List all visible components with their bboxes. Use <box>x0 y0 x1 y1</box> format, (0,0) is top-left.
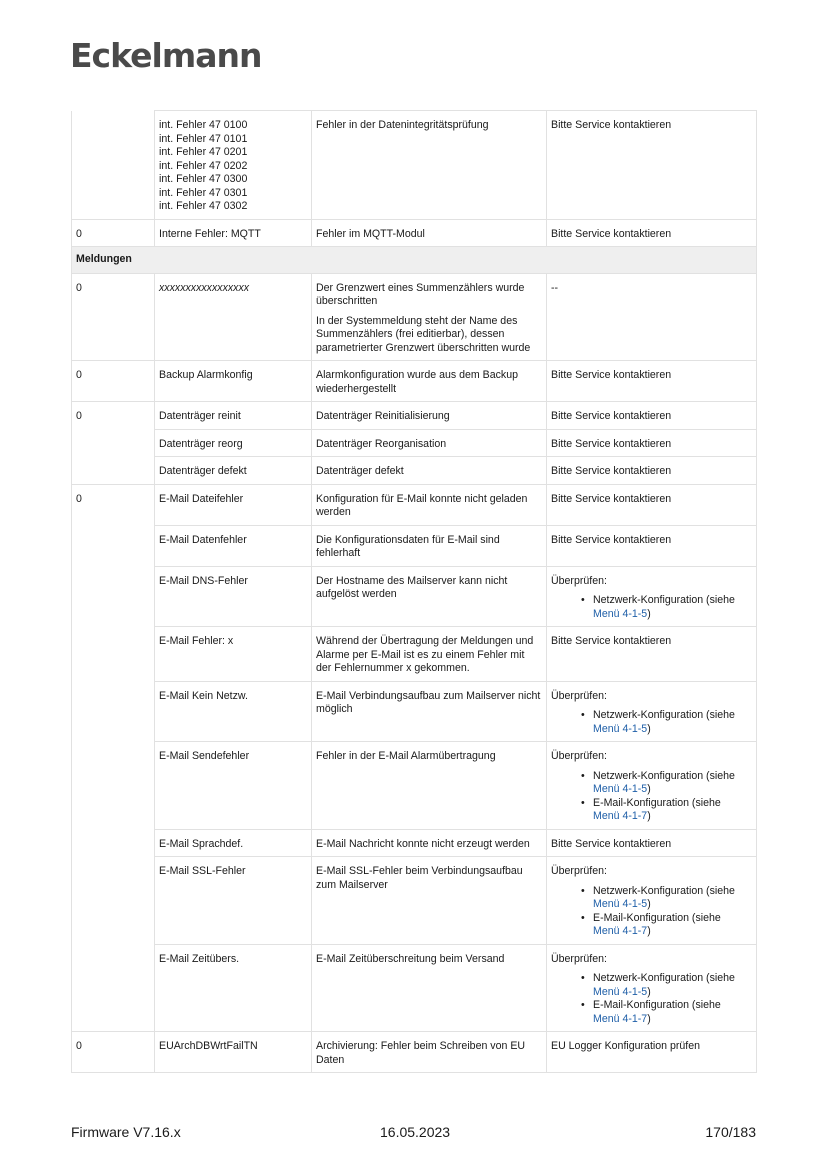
check-item-text: E-Mail-Konfiguration (siehe <box>593 911 721 924</box>
num-cell: 0 <box>72 402 155 430</box>
name-cell <box>155 111 312 220</box>
link-suffix: ) <box>647 722 651 735</box>
code-line: int. Fehler 47 0201 <box>159 146 248 158</box>
table-row <box>72 829 757 857</box>
desc-cell: Fehler in der E-Mail Alarmübertragung <box>312 742 547 830</box>
action-cell: Bitte Service kontaktieren <box>547 484 757 525</box>
check-item-text: Netzwerk-Konfiguration (siehe <box>593 709 735 721</box>
action-cell <box>547 681 757 742</box>
num-cell <box>72 566 155 627</box>
check-item <box>593 594 752 621</box>
link-suffix: ) <box>647 898 651 910</box>
table-row <box>72 857 757 945</box>
action-cell: Bitte Service kontaktieren <box>547 627 757 682</box>
name-cell: E-Mail Zeitübers. <box>155 944 312 1032</box>
num-cell: 0 <box>72 484 155 525</box>
num-cell <box>72 111 155 220</box>
menu-link[interactable]: Menü 4-1-5 <box>593 985 648 998</box>
check-item <box>593 797 752 824</box>
action-cell: Bitte Service kontaktieren <box>547 402 757 430</box>
menu-link[interactable]: Menü 4-1-5 <box>593 783 648 795</box>
action-cell: Bitte Service kontaktieren <box>547 429 757 457</box>
link-suffix: ) <box>647 607 651 620</box>
num-cell <box>72 857 155 945</box>
num-cell <box>72 525 155 566</box>
name-cell: E-Mail Datenfehler <box>155 525 312 566</box>
link-suffix: ) <box>647 925 651 937</box>
table-row <box>72 402 757 430</box>
check-item <box>593 709 752 736</box>
name-italic: xxxxxxxxxxxxxxxxx <box>159 281 250 294</box>
check-item-text: E-Mail-Konfiguration (siehe <box>593 999 721 1011</box>
desc-cell: Alarmkonfiguration wurde aus dem Backup wiederhergestellt <box>312 361 547 402</box>
eckelmann-logo: Eckelmann <box>70 36 262 75</box>
desc-cell: E-Mail Zeitüberschreitung beim Versand <box>312 944 547 1032</box>
num-cell: 0 <box>72 273 155 361</box>
link-suffix: ) <box>647 810 651 822</box>
num-cell <box>72 457 155 485</box>
name-cell <box>155 273 312 361</box>
code-line: int. Fehler 47 0202 <box>159 159 248 172</box>
check-label: Überprüfen: <box>551 750 607 762</box>
desc-cell: Datenträger defekt <box>312 457 547 485</box>
num-cell <box>72 681 155 742</box>
action-cell: -- <box>547 273 757 361</box>
desc-cell: E-Mail Verbindungsaufbau zum Mailserver nicht möglich <box>312 681 547 742</box>
num-cell <box>72 829 155 857</box>
action-cell <box>547 857 757 945</box>
table-row <box>72 273 757 361</box>
link-suffix: ) <box>647 783 651 795</box>
name-cell: E-Mail Sendefehler <box>155 742 312 830</box>
footer-firmware: Firmware V7.16.x <box>71 1124 181 1140</box>
desc-paragraph: In der Systemmeldung steht der Name des Summenzählers (frei editierbar), dessen parametrierter Grenzwert überschritten wurde <box>316 314 531 354</box>
check-item-text: E-Mail-Konfiguration (siehe <box>593 796 721 809</box>
check-label: Überprüfen: <box>551 689 607 702</box>
num-cell <box>72 429 155 457</box>
check-item <box>593 885 752 912</box>
table-row <box>72 219 757 247</box>
check-item <box>593 912 752 939</box>
action-cell: Bitte Service kontaktieren <box>547 111 757 220</box>
table-row <box>72 566 757 627</box>
action-cell <box>547 944 757 1032</box>
action-cell: Bitte Service kontaktieren <box>547 457 757 485</box>
check-item <box>593 770 752 797</box>
check-item <box>593 972 752 999</box>
num-cell <box>72 627 155 682</box>
desc-cell: Datenträger Reinitialisierung <box>312 402 547 430</box>
footer-date: 16.05.2023 <box>380 1124 451 1140</box>
table-row <box>72 361 757 402</box>
error-message-table <box>71 110 757 1073</box>
desc-cell: E-Mail Nachricht konnte nicht erzeugt werden <box>312 829 547 857</box>
check-item <box>593 999 752 1026</box>
check-item-text: Netzwerk-Konfiguration (siehe <box>593 594 735 606</box>
check-label: Überprüfen: <box>551 865 607 877</box>
code-line: int. Fehler 47 0300 <box>159 173 248 185</box>
name-cell: Datenträger defekt <box>155 457 312 485</box>
name-cell: Datenträger reorg <box>155 429 312 457</box>
action-cell: Bitte Service kontaktieren <box>547 829 757 857</box>
menu-link[interactable]: Menü 4-1-5 <box>593 722 648 735</box>
name-cell: Datenträger reinit <box>155 402 312 430</box>
num-cell: 0 <box>72 361 155 402</box>
table-row <box>72 1032 757 1073</box>
action-cell: Bitte Service kontaktieren <box>547 361 757 402</box>
desc-cell: Während der Übertragung der Meldungen und Alarme per E-Mail ist es zu einem Fehler mit der Fehlernummer x gekommen. <box>312 627 547 682</box>
desc-cell: Datenträger Reorganisation <box>312 429 547 457</box>
footer-page-number: 170/183 <box>705 1124 756 1140</box>
table-row <box>72 627 757 682</box>
num-cell <box>72 944 155 1032</box>
section-header-row <box>72 247 757 274</box>
num-cell: 0 <box>72 1032 155 1073</box>
table-row <box>72 681 757 742</box>
desc-cell: Der Hostname des Mailserver kann nicht aufgelöst werden <box>312 566 547 627</box>
name-cell: E-Mail SSL-Fehler <box>155 857 312 945</box>
table-row <box>72 111 757 220</box>
code-line: int. Fehler 47 0100 <box>159 119 248 131</box>
desc-cell: Fehler in der Datenintegritätsprüfung <box>312 111 547 220</box>
check-item-text: Netzwerk-Konfiguration (siehe <box>593 769 735 782</box>
action-cell: EU Logger Konfiguration prüfen <box>547 1032 757 1073</box>
link-suffix: ) <box>647 985 651 998</box>
action-cell <box>547 742 757 830</box>
check-item-text: Netzwerk-Konfiguration (siehe <box>593 972 735 984</box>
num-cell <box>72 742 155 830</box>
name-cell: E-Mail Fehler: x <box>155 627 312 682</box>
desc-cell <box>312 273 547 361</box>
check-list <box>551 972 752 1026</box>
action-cell: Bitte Service kontaktieren <box>547 219 757 247</box>
code-line: int. Fehler 47 0101 <box>159 132 248 145</box>
desc-cell: E-Mail SSL-Fehler beim Verbindungsaufbau zum Mailserver <box>312 857 547 945</box>
num-cell: 0 <box>72 219 155 247</box>
code-line: int. Fehler 47 0302 <box>159 200 248 212</box>
menu-link[interactable]: Menü 4-1-7 <box>593 810 648 822</box>
check-label: Überprüfen: <box>551 574 607 587</box>
desc-cell: Fehler im MQTT-Modul <box>312 219 547 247</box>
table-row <box>72 525 757 566</box>
desc-cell: Die Konfigurationsdaten für E-Mail sind fehlerhaft <box>312 525 547 566</box>
menu-link[interactable]: Menü 4-1-5 <box>593 607 648 620</box>
menu-link[interactable]: Menü 4-1-5 <box>593 898 648 910</box>
name-cell: E-Mail Dateifehler <box>155 484 312 525</box>
check-item-text: Netzwerk-Konfiguration (siehe <box>593 884 735 897</box>
check-label: Überprüfen: <box>551 952 607 965</box>
name-cell: Backup Alarmkonfig <box>155 361 312 402</box>
table-row <box>72 944 757 1032</box>
menu-link[interactable]: Menü 4-1-7 <box>593 925 648 937</box>
section-title: Meldungen <box>72 247 757 274</box>
name-cell: E-Mail Sprachdef. <box>155 829 312 857</box>
menu-link[interactable]: Menü 4-1-7 <box>593 1012 648 1025</box>
action-cell <box>547 566 757 627</box>
link-suffix: ) <box>647 1012 651 1025</box>
table-row <box>72 742 757 830</box>
check-list <box>551 709 752 736</box>
check-list <box>551 885 752 939</box>
check-list <box>551 770 752 824</box>
name-cell: Interne Fehler: MQTT <box>155 219 312 247</box>
name-cell: E-Mail DNS-Fehler <box>155 566 312 627</box>
name-cell: EUArchDBWrtFailTN <box>155 1032 312 1073</box>
desc-cell: Konfiguration für E-Mail konnte nicht geladen werden <box>312 484 547 525</box>
table-row <box>72 484 757 525</box>
table-row <box>72 457 757 485</box>
check-list <box>551 594 752 621</box>
desc-paragraph: Der Grenzwert eines Summenzählers wurde überschritten <box>316 281 525 307</box>
code-line: int. Fehler 47 0301 <box>159 186 248 199</box>
table-row <box>72 429 757 457</box>
name-cell: E-Mail Kein Netzw. <box>155 681 312 742</box>
desc-cell: Archivierung: Fehler beim Schreiben von EU Daten <box>312 1032 547 1073</box>
action-cell: Bitte Service kontaktieren <box>547 525 757 566</box>
